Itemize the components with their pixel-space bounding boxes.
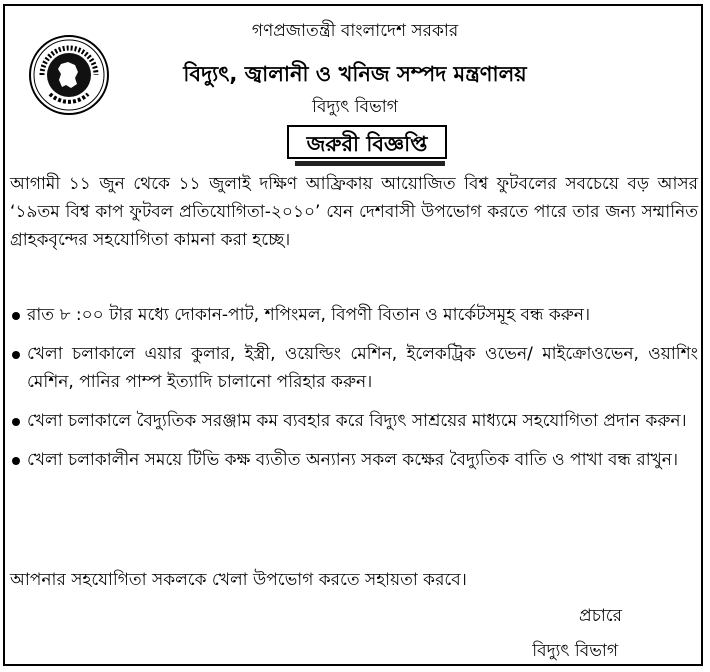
- division-name: বিদ্যুৎ বিভাগ: [312, 97, 398, 117]
- list-item: [10, 446, 698, 474]
- list-item-text: রাত ৮ :০০ টার মধ্যে দোকান-পাট, শপিংমল, বিপণী বিতান ও মার্কেটসমূহ বন্ধ করুন।: [27, 305, 591, 325]
- bullet-icon: [12, 351, 20, 359]
- list-item: [10, 340, 698, 396]
- bullet-icon: [12, 312, 20, 320]
- list-item: [10, 407, 698, 435]
- instruction-list: [10, 301, 698, 485]
- signature-name: বিদ্যুৎ বিভাগ: [532, 641, 618, 661]
- bullet-icon: [12, 457, 20, 465]
- list-item: [10, 301, 698, 329]
- list-item-text: খেলা চলাকালীন সময়ে টিভি কক্ষ ব্যতীত অন্যান্য সকল কক্ষের বৈদ্যুতিক বাতি ও পাখা বন্ধ রাখুন।: [27, 450, 679, 470]
- list-item-text: খেলা চলাকালে বৈদ্যুতিক সরঞ্জাম কম ব্যবহার করে বিদ্যুৎ সাশ্রয়ের মাধ্যমে সহযোগিতা প্রদান করুন।: [27, 411, 687, 431]
- signature-label: প্রচারে: [579, 606, 622, 626]
- closing-line: আপনার সহযোগিতা সকলকে খেলা উপভোগ করতে সহায়তা করবে।: [10, 570, 467, 590]
- govt-line: গণপ্রজাতন্ত্রী বাংলাদেশ সরকার: [251, 21, 459, 41]
- list-item-text: খেলা চলাকালে এয়ার কুলার, ইস্ত্রী, ওয়েল্ডিং মেশিন, ইলেকট্রিক ওভেন/ মাইক্রোওভেন, ওয়াশিং মেশিন, পানির পাম্প ইত্যাদি চালানো পরিহার করুন।: [27, 344, 698, 392]
- notice-title: জরুরী বিজ্ঞপ্তি: [287, 125, 447, 159]
- bullet-icon: [12, 418, 20, 426]
- intro-paragraph: আগামী ১১ জুন থেকে ১১ জুলাই দক্ষিণ আফ্রিকায় আয়োজিত বিশ্ব ফুটবলের সবচেয়ে বড় আসর ‘১৯তম বিশ্ব কাপ ফুটবল প্রতিযোগিতা-২০১০’ যেন দেশবাসী উপভোগ করতে পারে তার জন্য সম্মানিত গ্রাহকবৃন্দের সহযোগিতা কামনা করা হচ্ছে।: [10, 174, 698, 250]
- ministry-name: বিদ্যুৎ, জ্বালানী ও খনিজ সম্পদ মন্ত্রণালয়: [183, 62, 527, 86]
